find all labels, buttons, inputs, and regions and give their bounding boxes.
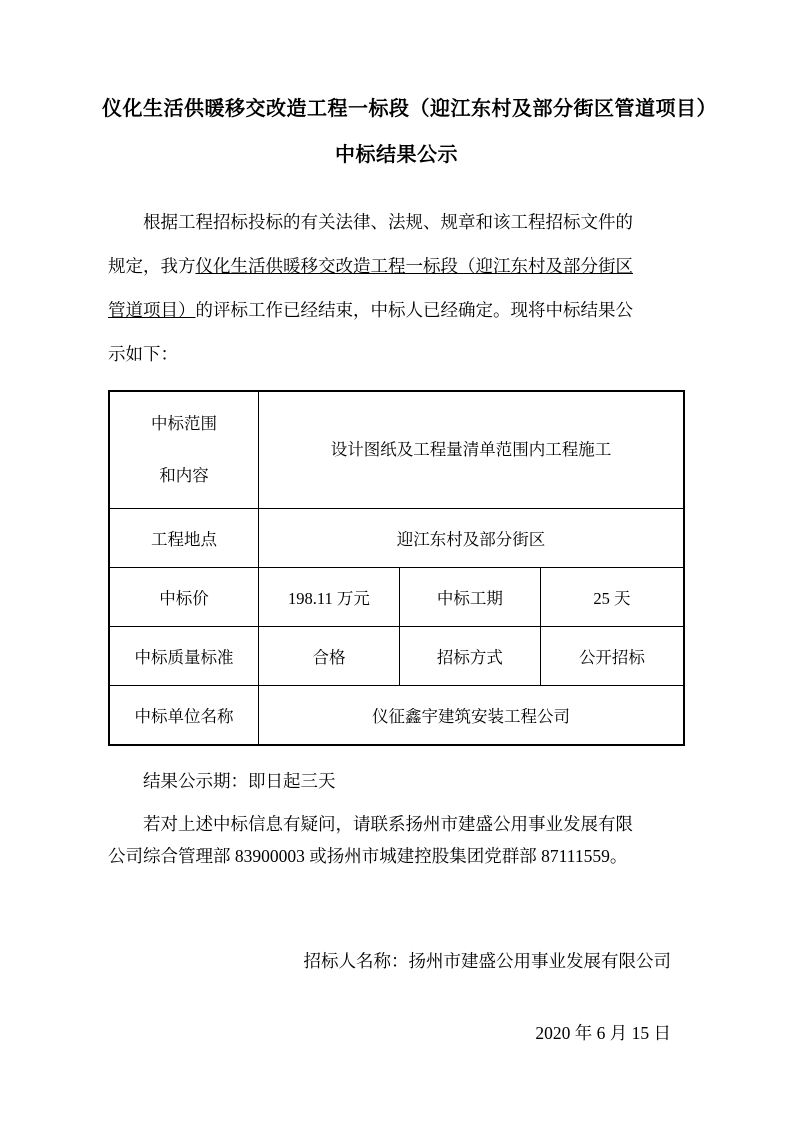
cell-location-label: 工程地点	[109, 509, 259, 568]
cell-winner-value: 仪征鑫宇建筑安装工程公司	[259, 686, 685, 746]
intro-segment-3: 仪化生活供暖移交改造工程一标段（迎江东村及部分街区	[195, 256, 633, 276]
table-row	[109, 509, 684, 568]
cell-bid-scope-label	[109, 391, 259, 509]
contact-line-1: 若对上述中标信息有疑问，请联系扬州市建盛公用事业发展有限	[143, 814, 633, 834]
contact-line-2: 公司综合管理部 83900003 或扬州市城建控股集团党群部 87111559。	[108, 846, 628, 866]
intro-segment-4: 管道项目）	[108, 300, 196, 320]
cell-bid-price-value: 198.11 万元	[259, 568, 400, 627]
page-title	[102, 90, 717, 174]
cell-method-value: 公开招标	[540, 627, 684, 686]
cell-bid-scope-value: 设计图纸及工程量清单范围内工程施工	[259, 391, 685, 509]
cell-duration-value: 25 天	[540, 568, 684, 627]
table-row	[109, 627, 684, 686]
intro-segment-2: 规定，我方	[108, 256, 196, 276]
title-line-2: 中标结果公示	[335, 144, 458, 166]
title-line-1: 仪化生活供暖移交改造工程一标段（迎江东村及部分街区管道项目）	[102, 98, 717, 120]
contact-paragraph	[108, 808, 685, 872]
intro-segment-5: 的评标工作已经结束，中标人已经确定。现将中标结果公	[195, 300, 633, 320]
cell-location-value: 迎江东村及部分街区	[259, 509, 685, 568]
publication-period-text: 结果公示期：即日起三天	[143, 771, 336, 791]
table-row	[109, 686, 684, 746]
intro-segment-6: 示如下：	[108, 344, 178, 364]
intro-segment-1: 根据工程招标投标的有关法律、法规、规章和该工程招标文件的	[143, 212, 633, 232]
tenderer-name: 招标人名称：扬州市建盛公用事业发展有限公司	[303, 951, 671, 971]
intro-paragraph	[108, 200, 685, 376]
table-row	[109, 391, 684, 509]
table-row	[109, 568, 684, 627]
cell-winner-label: 中标单位名称	[109, 686, 259, 746]
bid-result-table	[108, 390, 685, 746]
document-date: 2020 年 6 月 15 日	[535, 1023, 671, 1043]
bid-scope-label-line2: 和内容	[159, 466, 209, 485]
cell-duration-label: 中标工期	[399, 568, 540, 627]
cell-bid-price-label: 中标价	[109, 568, 259, 627]
bid-scope-label-line1: 中标范围	[151, 414, 217, 433]
cell-method-label: 招标方式	[399, 627, 540, 686]
publication-period	[108, 764, 685, 798]
cell-quality-value: 合格	[259, 627, 400, 686]
cell-quality-label: 中标质量标准	[109, 627, 259, 686]
